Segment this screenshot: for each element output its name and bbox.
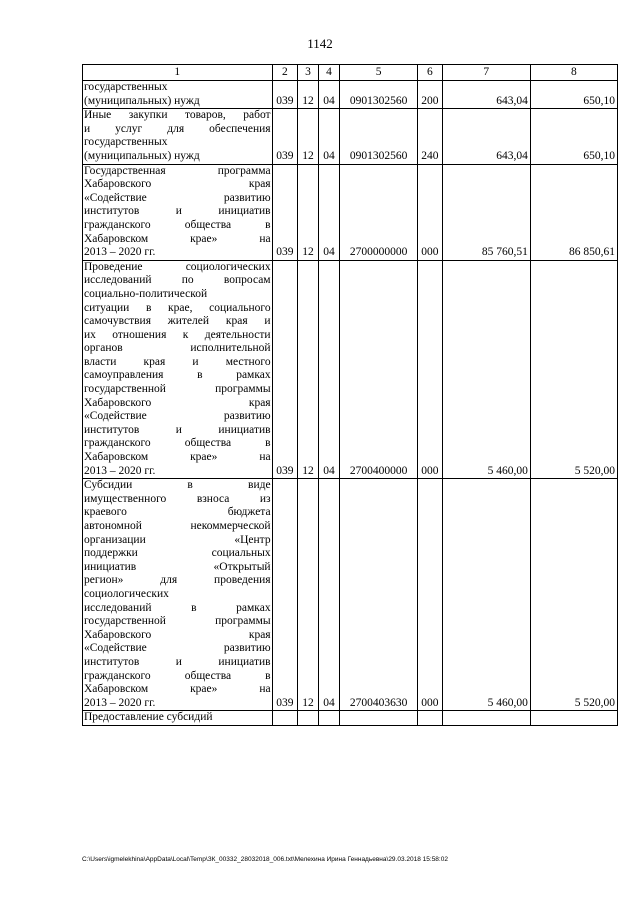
row-name-line: имущественного взноса из: [84, 492, 271, 505]
row-name-line: регион» для проведения: [84, 574, 271, 587]
gr-code-cell: 039: [272, 260, 298, 479]
row-name-line: государственной программы: [84, 615, 271, 628]
amount-year2-cell: 86 850,61: [530, 164, 617, 260]
gr-code-cell: 039: [272, 164, 298, 260]
row-name-line: Хабаровском крае» на: [84, 232, 271, 245]
table-row: [83, 711, 618, 726]
amount-year2-cell: [530, 711, 617, 726]
section-code-cell: 12: [298, 81, 318, 109]
row-name-line: Хабаровского края: [84, 628, 271, 641]
col-header-3: 3: [298, 65, 318, 81]
row-name-line: и услуг для обеспечения: [84, 122, 271, 135]
row-name-line: самочувствия жителей края и: [84, 315, 271, 328]
table-row: [83, 109, 618, 164]
row-name-line: социально-политической: [84, 287, 208, 300]
row-name-line: (муниципальных) нужд: [84, 149, 200, 162]
section-code-cell: [298, 711, 318, 726]
row-name-cell: [83, 81, 273, 109]
amount-year1-cell: 643,04: [442, 109, 530, 164]
row-name-line: Проведение социологических: [84, 260, 271, 273]
subsection-code-cell: 04: [318, 479, 340, 711]
budget-table: [82, 64, 618, 726]
row-name-line: 2013 – 2020 гг.: [84, 696, 156, 709]
section-code-cell: 12: [298, 164, 318, 260]
amount-year2-cell: 5 520,00: [530, 479, 617, 711]
row-name-line: исследований по вопросам: [84, 274, 271, 287]
col-header-8: 8: [530, 65, 617, 81]
row-name-line: «Содействие развитию: [84, 410, 271, 423]
amount-year2-cell: 650,10: [530, 109, 617, 164]
row-name-line: государственной программы: [84, 383, 271, 396]
col-header-2: 2: [272, 65, 298, 81]
table-row: [83, 260, 618, 479]
col-header-1: 1: [83, 65, 273, 81]
expense-type-cell: 000: [418, 479, 443, 711]
subsection-code-cell: 04: [318, 164, 340, 260]
row-name-line: исследований в рамках: [84, 601, 271, 614]
amount-year1-cell: [442, 711, 530, 726]
amount-year1-cell: 5 460,00: [442, 479, 530, 711]
amount-year1-cell: 5 460,00: [442, 260, 530, 479]
page-number: 1142: [307, 36, 333, 51]
row-name-line: государственных: [84, 136, 168, 149]
row-name-cell: [83, 260, 273, 479]
subsection-code-cell: [318, 711, 340, 726]
target-article-cell: 0901302560: [340, 81, 418, 109]
row-name-line: «Содействие развитию: [84, 191, 271, 204]
target-article-cell: 2700403630: [340, 479, 418, 711]
expense-type-cell: 240: [418, 109, 443, 164]
row-name-line: 2013 – 2020 гг.: [84, 246, 156, 259]
row-name-cell: [83, 164, 273, 260]
row-name-line: организации «Центр: [84, 533, 271, 546]
expense-type-cell: 000: [418, 164, 443, 260]
section-code-cell: 12: [298, 479, 318, 711]
amount-year1-cell: 643,04: [442, 81, 530, 109]
row-name-line: гражданского общества в: [84, 437, 271, 450]
table-row: [83, 164, 618, 260]
expense-type-cell: [418, 711, 443, 726]
header-row: [83, 65, 618, 81]
row-name-line: «Содействие развитию: [84, 642, 271, 655]
col-header-6: 6: [418, 65, 443, 81]
expense-type-cell: 200: [418, 81, 443, 109]
table-row: [83, 479, 618, 711]
row-name-cell: [83, 711, 273, 726]
row-name-line: Хабаровского края: [84, 396, 271, 409]
gr-code-cell: 039: [272, 81, 298, 109]
row-name-line: институтов и инициатив: [84, 423, 271, 436]
row-name-line: институтов и инициатив: [84, 655, 271, 668]
subsection-code-cell: 04: [318, 81, 340, 109]
row-name-line: гражданского общества в: [84, 669, 271, 682]
row-name-line: гражданского общества в: [84, 218, 271, 231]
file-path-footer: C:\Users\igmelekhina\AppData\Local\Temp\ЗК_00332_28032018_006.txt\Мелехина Ирина Геннадьевна\29.03.2018 15:58:02: [82, 856, 448, 863]
row-name-line: (муниципальных) нужд: [84, 94, 200, 107]
row-name-line: 2013 – 2020 гг.: [84, 464, 156, 477]
row-name-line: институтов и инициатив: [84, 205, 271, 218]
table-row: [83, 81, 618, 109]
row-name-line: государственных: [84, 81, 168, 93]
gr-code-cell: 039: [272, 109, 298, 164]
row-name-line: поддержки социальных: [84, 547, 271, 560]
row-name-line: краевого бюджета: [84, 506, 271, 519]
row-name-line: автономной некоммерческой: [84, 520, 271, 532]
row-name-line: Хабаровском крае» на: [84, 683, 271, 696]
row-name-line: власти края и местного: [84, 355, 271, 368]
subsection-code-cell: 04: [318, 109, 340, 164]
row-name-line: Субсидии в виде: [84, 479, 271, 492]
row-name-line: Предоставление субсидий: [84, 711, 213, 724]
row-name-line: Иные закупки товаров, работ: [84, 109, 271, 122]
row-name-cell: [83, 109, 273, 164]
gr-code-cell: 039: [272, 479, 298, 711]
col-header-7: 7: [442, 65, 530, 81]
target-article-cell: [340, 711, 418, 726]
col-header-5: 5: [340, 65, 418, 81]
section-code-cell: 12: [298, 109, 318, 164]
row-name-line: инициатив «Открытый: [84, 560, 271, 573]
amount-year1-cell: 85 760,51: [442, 164, 530, 260]
row-name-line: самоуправления в рамках: [84, 369, 271, 382]
row-name-line: социологических: [84, 587, 169, 600]
row-name-line: органов исполнительной: [84, 342, 271, 355]
subsection-code-cell: 04: [318, 260, 340, 479]
row-name-line: ситуации в крае, социального: [84, 301, 271, 314]
gr-code-cell: [272, 711, 298, 726]
row-name-line: Государственная программа: [84, 164, 271, 177]
row-name-line: их отношения к деятельности: [84, 328, 271, 341]
section-code-cell: 12: [298, 260, 318, 479]
target-article-cell: 2700000000: [340, 164, 418, 260]
row-name-line: Хабаровском крае» на: [84, 451, 271, 464]
expense-type-cell: 000: [418, 260, 443, 479]
target-article-cell: 0901302560: [340, 109, 418, 164]
amount-year2-cell: 5 520,00: [530, 260, 617, 479]
row-name-line: Хабаровского края: [84, 178, 271, 191]
amount-year2-cell: 650,10: [530, 81, 617, 109]
row-name-cell: [83, 479, 273, 711]
col-header-4: 4: [318, 65, 340, 81]
target-article-cell: 2700400000: [340, 260, 418, 479]
